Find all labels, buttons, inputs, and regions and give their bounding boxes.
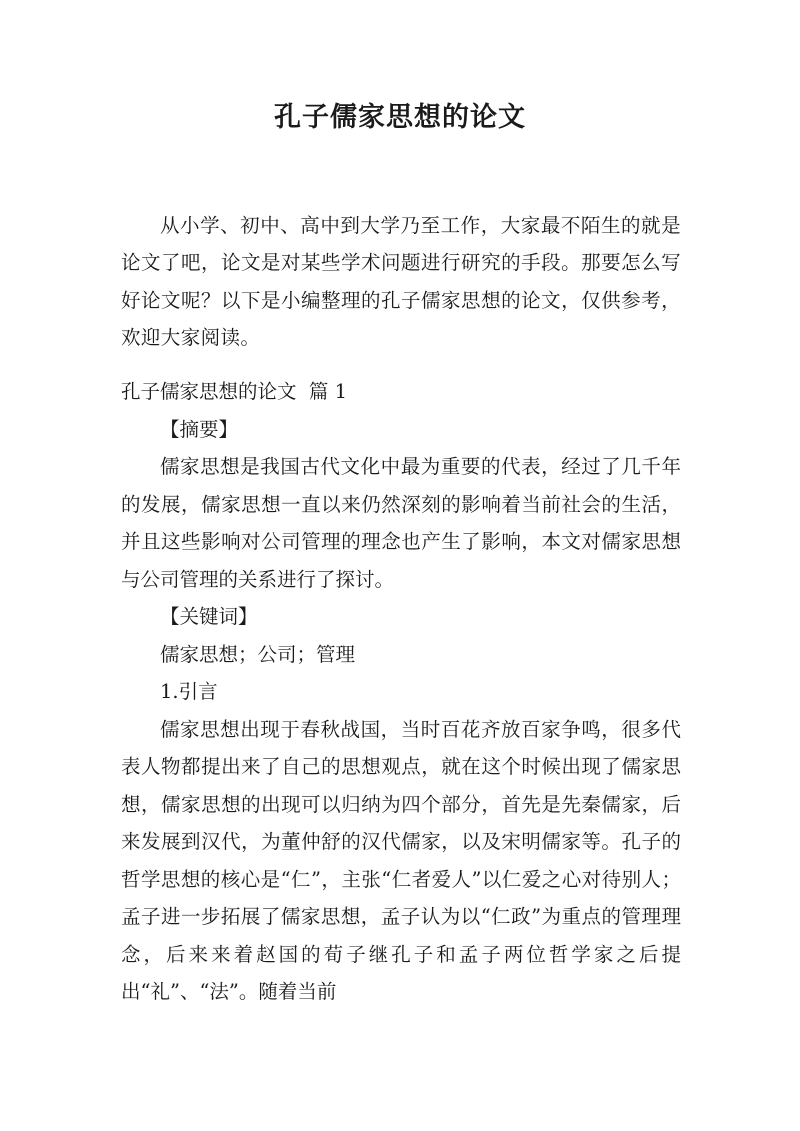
- intro-paragraph: 从小学、初中、高中到大学乃至工作，大家最不陌生的就是论文了吧，论文是对某些学术问题进行研究的手段。那要怎么写好论文呢？以下是小编整理的孔子儒家思想的论文，仅供参考，欢迎大家阅读。: [121, 213, 681, 349]
- section-heading: 孔子儒家思想的论文 篇 1: [121, 380, 348, 403]
- keywords-label: 【关键词】: [160, 605, 258, 628]
- abstract-label: 【摘要】: [160, 417, 239, 441]
- body-paragraph: 儒家思想出现于春秋战国，当时百花齐放百家争鸣，很多代表人物都提出来了自己的思想观点，就在这个时候出现了儒家思想，儒家思想的出现可以归纳为四个部分，首先是先秦儒家，后来发展到汉代，为董仲舒的汉代儒家，以及宋明儒家等。孔子的哲学思想的核心是“仁”，主张“仁者爱人”以仁爱之心对待别人；孟子进一步拓展了儒家思想，孟子认为以“仁政”为重点的管理理念，后来来着赵国的荀子继孔子和孟子两位哲学家之后提出“礼”、“法”。随着当前: [121, 717, 681, 1003]
- section-1: [121, 373, 681, 1011]
- introduction-heading: 1.引言: [160, 680, 218, 703]
- document-title: 孔子儒家思想的论文: [274, 102, 526, 133]
- keywords-text: 儒家思想；公司；管理: [160, 642, 356, 666]
- abstract-paragraph: 儒家思想是我国古代文化中最为重要的代表，经过了几千年的发展，儒家思想一直以来仍然深刻的影响着当前社会的生活，并且这些影响对公司管理的理念也产生了影响，本文对儒家思想与公司管理的关系进行了探讨。: [121, 455, 681, 591]
